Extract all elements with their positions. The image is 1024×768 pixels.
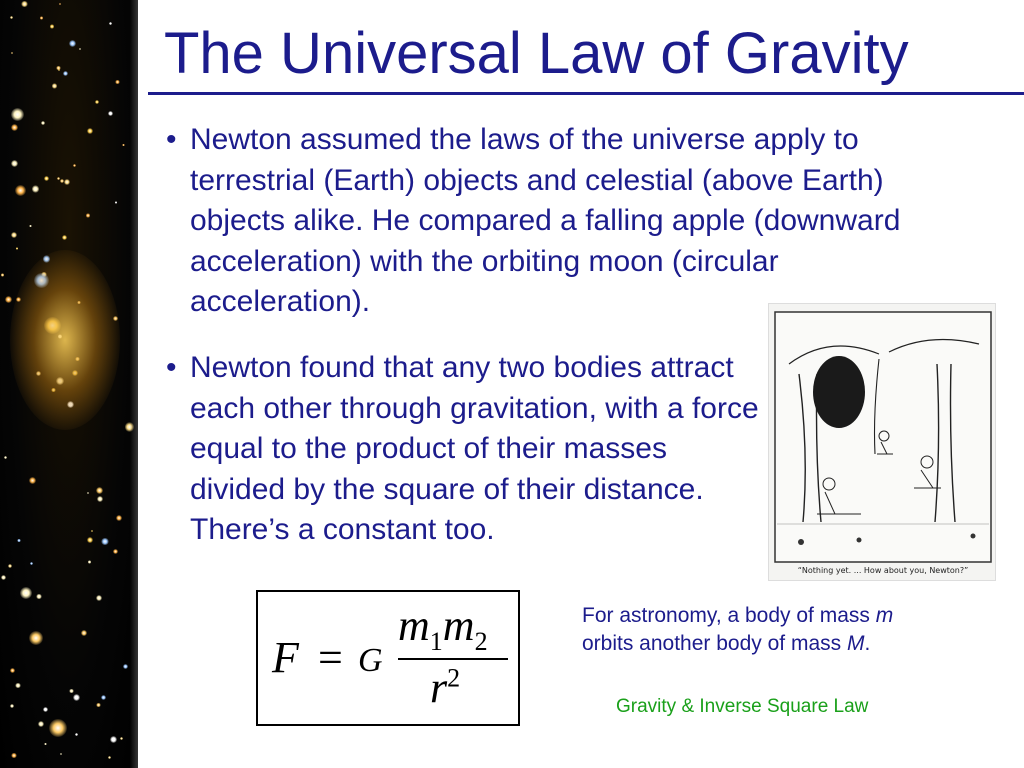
star (123, 664, 128, 669)
star (115, 201, 118, 204)
star (11, 160, 18, 167)
star (75, 733, 78, 736)
star (96, 703, 100, 707)
cartoon-caption: “Nothing yet. ... How about you, Newton?” (797, 566, 969, 575)
star (11, 52, 13, 54)
star (30, 562, 33, 565)
star (16, 247, 18, 249)
star (95, 100, 99, 104)
star (41, 121, 45, 125)
star (125, 422, 135, 432)
slide-footer: Gravity & Inverse Square Law (616, 696, 869, 717)
astronomy-note: For astronomy, a body of mass m orbits another body of mass M. (582, 604, 894, 655)
star (4, 456, 7, 459)
star (44, 743, 46, 745)
star (11, 124, 18, 131)
formula-numerator: $m_1m_2$ (398, 601, 488, 656)
star (87, 128, 93, 134)
galaxy-glow (10, 250, 120, 430)
formula-constant: G (358, 642, 383, 679)
star (64, 179, 70, 185)
bullet-text: Newton found that any two bodies attract each other through gravitation, with a force equal to the product of their masses divided by the square of their distance. There’s a constant too. (190, 351, 759, 546)
bullet-item-newton-finding (166, 348, 762, 551)
star (96, 487, 104, 495)
star (86, 213, 91, 218)
star (101, 538, 109, 546)
gravity-formula (256, 590, 520, 726)
formula-fraction-bar (398, 658, 508, 660)
star (113, 549, 118, 554)
star (59, 3, 61, 5)
star (10, 668, 15, 673)
star (108, 756, 111, 759)
star (29, 631, 43, 645)
star (108, 111, 113, 116)
star (91, 530, 93, 532)
newton-cartoon-image (768, 303, 996, 581)
star (101, 695, 106, 700)
star (87, 537, 93, 543)
star (52, 83, 58, 89)
star (97, 496, 103, 502)
star (29, 225, 31, 227)
star (109, 22, 112, 25)
star (73, 164, 76, 167)
bullet-text: Newton assumed the laws of the universe apply to terrestrial (Earth) objects and celestial (above Earth) objects alike. He compared a falling apple (downward acceleration) with the orbiting moon (circular acceleration). (190, 123, 901, 318)
star (21, 1, 28, 8)
bullet-item-newton-assumption (166, 120, 930, 323)
star (110, 736, 117, 743)
formula-force: F (272, 633, 299, 682)
star (50, 24, 54, 28)
bullet-marker: • (166, 123, 177, 156)
star (1, 575, 6, 580)
star (15, 683, 20, 688)
star (56, 66, 61, 71)
star (69, 689, 74, 694)
star (36, 594, 42, 600)
star (116, 515, 122, 521)
slide-title: The Universal Law of Gravity (164, 21, 909, 86)
star (81, 630, 86, 635)
star (44, 176, 49, 181)
star (15, 185, 26, 196)
star (29, 477, 35, 483)
star (20, 587, 32, 599)
star (10, 704, 14, 708)
star (11, 753, 17, 759)
star (63, 71, 69, 77)
star (11, 108, 24, 121)
star (62, 235, 67, 240)
star (5, 296, 13, 304)
cartoon-drawing (769, 304, 997, 564)
star (120, 737, 123, 740)
star (88, 560, 91, 563)
star (1, 273, 5, 277)
star (43, 707, 48, 712)
star (96, 595, 102, 601)
formula-denominator: $r^2$ (430, 663, 461, 712)
star (79, 48, 81, 50)
star (32, 185, 39, 192)
formula-equals: = (318, 633, 343, 682)
star (11, 232, 17, 238)
star (17, 539, 21, 543)
star (115, 80, 120, 85)
star (60, 753, 62, 755)
bullet-marker: • (166, 351, 177, 384)
star (69, 40, 76, 47)
star (60, 179, 63, 182)
star (49, 719, 67, 737)
star (122, 144, 125, 147)
star (38, 721, 44, 727)
star (40, 16, 43, 19)
star (10, 16, 13, 19)
star (87, 492, 89, 494)
starfield-image (0, 0, 138, 768)
star (8, 564, 12, 568)
star (73, 694, 80, 701)
title-divider (148, 92, 1024, 95)
